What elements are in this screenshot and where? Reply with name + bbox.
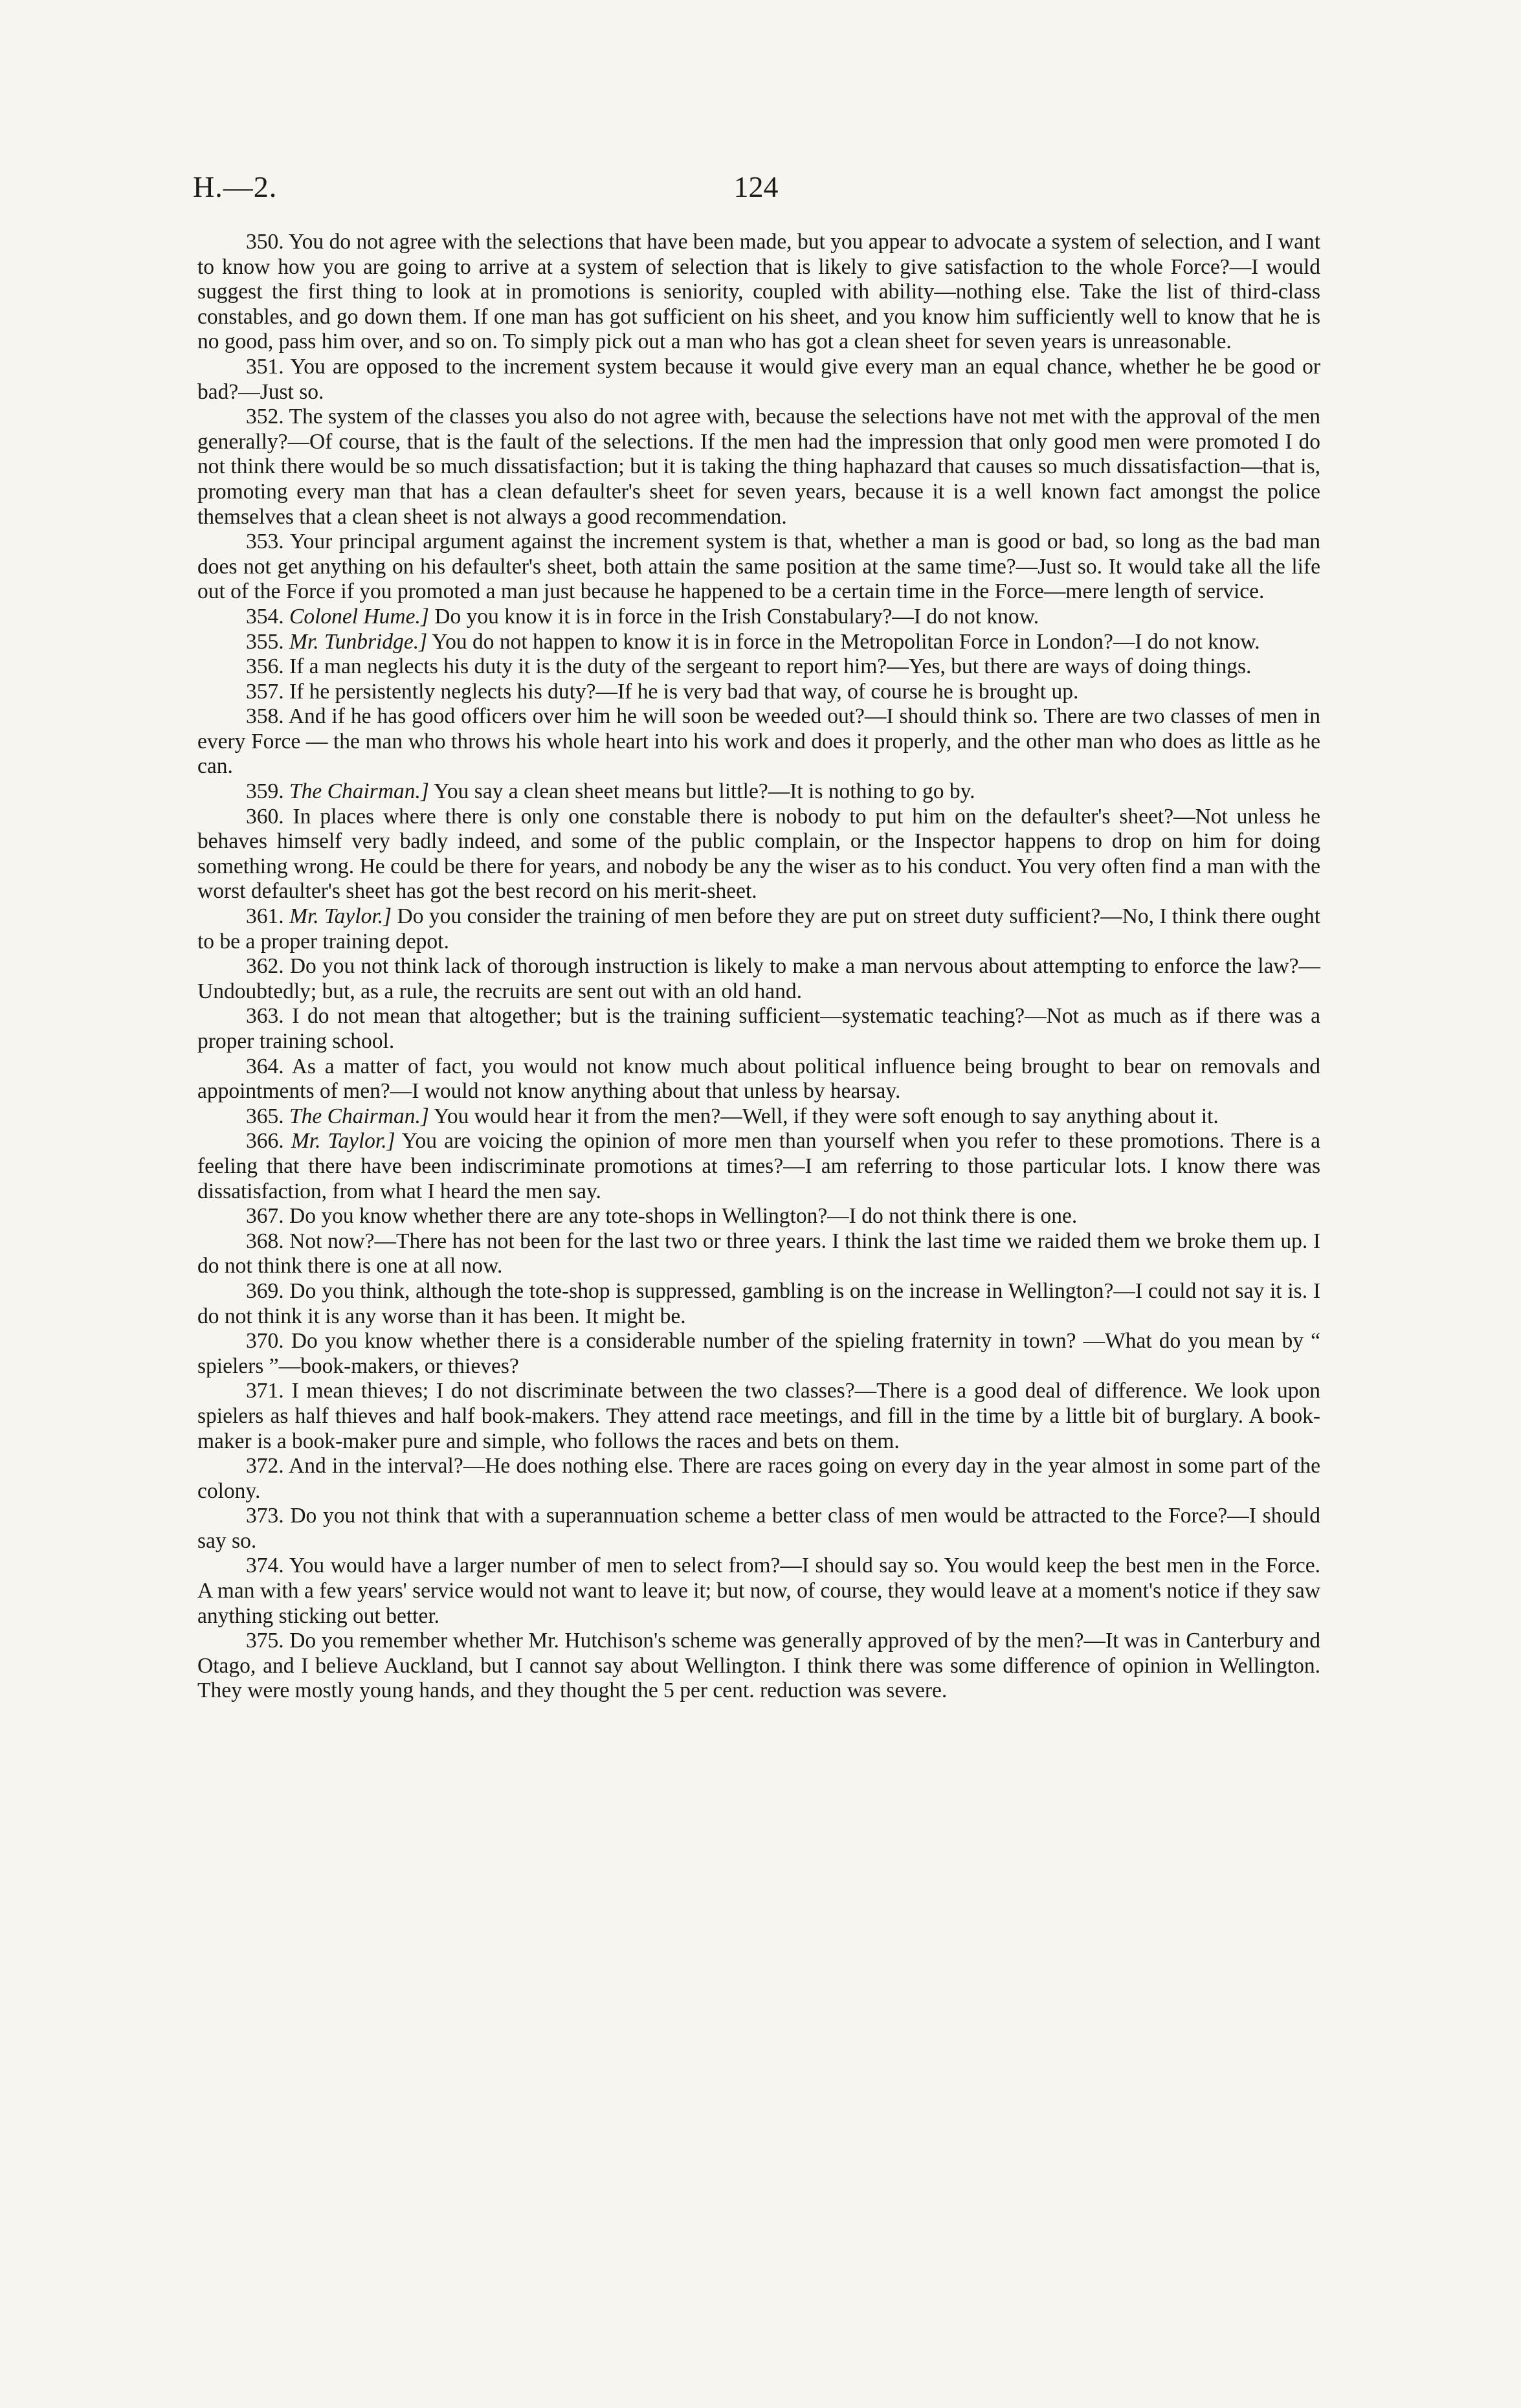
- question-number: 362.: [246, 954, 284, 979]
- paragraph-text: Do you not think lack of thorough instruction is likely to make a man nervous about attempting to enforce the law?—Undoubtedly; but, as a rule, the recruits are sent out with an old hand.: [197, 954, 1320, 1003]
- question-paragraph: [197, 1229, 1320, 1279]
- paragraph-text: You would hear it from the men?—Well, if they were soft enough to say anything about it.: [434, 1104, 1219, 1128]
- question-paragraph: [197, 1504, 1320, 1554]
- question-paragraph: [197, 904, 1320, 954]
- question-paragraph: [197, 1554, 1320, 1629]
- question-paragraph: [197, 1329, 1320, 1379]
- question-paragraph: [197, 779, 1320, 805]
- paragraph-text: Do you know it is in force in the Irish Constabulary?—I do not know.: [434, 604, 1039, 629]
- question-paragraph: [197, 1129, 1320, 1204]
- paragraph-text: The system of the classes you also do not agree with, because the selections have not met with the approval of the men generally?—Of course, that is the fault of the selections. If the men had the impression that only good men were promoted I do not think there would be so much dissatisfaction; but it is taking the thing haphazard that causes so much dissatisfaction—that is, promoting every man that has a clean defaulter's sheet for seven years, because it is a well known fact amongst the police themselves that a clean sheet is not always a good recommendation.: [197, 405, 1320, 529]
- question-paragraph: [197, 805, 1320, 904]
- question-number: 369.: [246, 1278, 284, 1303]
- question-paragraph: [197, 704, 1320, 779]
- page-header: [193, 170, 1319, 215]
- question-number: 372.: [246, 1454, 284, 1478]
- question-paragraph: [197, 1104, 1320, 1130]
- question-number: 374.: [246, 1554, 284, 1578]
- paragraph-text: If a man neglects his duty it is the duty of the sergeant to report him?—Yes, but there are ways of doing things.: [289, 654, 1252, 679]
- paragraph-text: You are voicing the opinion of more men than yourself when you refer to these promotions. There is a feeling that there have been indiscriminate promotions at times?—I am referring to those particular lots. I know there was dissatisfaction, from what I heard the men say.: [197, 1129, 1321, 1203]
- paragraph-text: As a matter of fact, you would not know much about political influence being brought to bear on removals and appointments of men?—I would not know anything about that unless by hearsay.: [197, 1054, 1320, 1104]
- question-number: 353.: [246, 530, 284, 554]
- speaker-name: Mr. Tunbridge.]: [289, 629, 428, 654]
- question-number: 375.: [246, 1629, 284, 1653]
- question-paragraph: [197, 1204, 1320, 1229]
- speaker-name: Mr. Taylor.]: [289, 904, 392, 929]
- question-paragraph: [197, 355, 1320, 405]
- paragraph-text: Do you remember whether Mr. Hutchison's scheme was generally approved of by the men?—It was in Canterbury and Otago, and I believe Auckland, but I cannot say about Wellington. I think there was some difference of opinion in Wellington. They were mostly young hands, and they thought the 5 per cent. reduction was severe.: [197, 1629, 1320, 1703]
- question-number: 373.: [246, 1504, 284, 1528]
- speaker-name: The Chairman.]: [289, 1104, 429, 1128]
- question-paragraph: [197, 1629, 1320, 1704]
- paragraph-text: You are opposed to the increment system because it would give every man an equal chance, whether he be good or bad?—Just so.: [197, 354, 1320, 404]
- question-number: 370.: [246, 1329, 284, 1354]
- question-number: 358.: [246, 704, 284, 729]
- question-number: 368.: [246, 1229, 284, 1253]
- question-number: 366.: [246, 1129, 284, 1154]
- paragraph-text: You do not agree with the selections that have been made, but you appear to advocate a system of selection, and I want to know how you are going to arrive at a system of selection that is likely to give satisfaction to the whole Force?—I would suggest the first thing to look at in promotions is seniority, coupled with ability—nothing else. Take the list of third-class constables, and go down them. If one man has got sufficient on his sheet, and you know him sufficiently well to know that he is no good, pass him over, and so on. To simply pick out a man who has got a clean sheet for seven years is unreasonable.: [197, 230, 1321, 354]
- paragraph-text: If he persistently neglects his duty?—If he is very bad that way, of course he is brought up.: [289, 679, 1079, 704]
- question-number: 361.: [246, 904, 284, 929]
- question-paragraph: [197, 1054, 1320, 1104]
- evidence-body: [197, 230, 1320, 1704]
- question-number: 364.: [246, 1054, 284, 1078]
- question-paragraph: [197, 630, 1320, 655]
- paragraph-text: Do you know whether there are any tote-shops in Wellington?—I do not think there is one.: [289, 1204, 1078, 1229]
- paragraph-text: You say a clean sheet means but little?—It is nothing to go by.: [434, 779, 975, 804]
- speaker-name: Colonel Hume.]: [289, 604, 429, 629]
- question-number: 367.: [246, 1204, 284, 1229]
- question-number: 352.: [246, 405, 284, 429]
- question-paragraph: [197, 1279, 1320, 1329]
- speaker-name: Mr. Taylor.]: [291, 1129, 395, 1154]
- paragraph-text: You do not happen to know it is in force in the Metropolitan Force in London?—I do not know.: [432, 629, 1260, 654]
- paragraph-text: In places where there is only one constable there is nobody to put him on the defaulter's sheet?—Not unless he behaves himself very badly indeed, and some of the public complain, or the Inspector happens to drop on him for doing something wrong. He could be there for years, and nobody be any the wiser as to his conduct. You very often find a man with the worst defaulter's sheet has got the best record on his merit-sheet.: [197, 804, 1320, 904]
- paragraph-text: You would have a larger number of men to select from?—I should say so. You would keep the best men in the Force. A man with a few years' service would not want to leave it; but now, of course, they would leave at a moment's notice if they saw anything sticking out better.: [197, 1554, 1320, 1628]
- question-paragraph: [197, 1379, 1320, 1454]
- question-paragraph: [197, 680, 1320, 705]
- question-number: 357.: [246, 679, 284, 704]
- question-paragraph: [197, 654, 1320, 680]
- question-number: 354.: [246, 604, 284, 629]
- paragraph-text: And in the interval?—He does nothing else. There are races going on every day in the year almost in some part of the colony.: [197, 1454, 1320, 1503]
- question-paragraph: [197, 405, 1320, 530]
- question-number: 365.: [246, 1104, 284, 1128]
- question-number: 363.: [246, 1004, 284, 1029]
- paragraph-text: Not now?—There has not been for the last two or three years. I think the last time we raided them we broke them up. I do not think there is one at all now.: [197, 1229, 1320, 1278]
- page-number: 124: [733, 170, 779, 203]
- question-number: 355.: [246, 629, 284, 654]
- paragraph-text: Do you know whether there is a considerable number of the spieling fraternity in town? —What do you mean by “ spielers ”—book-makers, or thieves?: [197, 1329, 1320, 1378]
- paragraph-text: Do you not think that with a superannuation scheme a better class of men would be attracted to the Force?—I should say so.: [197, 1504, 1320, 1553]
- paragraph-text: Your principal argument against the increment system is that, whether a man is good or bad, so long as the bad man does not get anything on his defaulter's sheet, both attain the same position at the same time?—Just so. It would take all the life out of the Force if you promoted a man just because he happened to be a certain time in the Force—mere length of service.: [197, 530, 1320, 604]
- question-paragraph: [197, 1004, 1320, 1054]
- question-paragraph: [197, 605, 1320, 630]
- speaker-name: The Chairman.]: [289, 779, 429, 804]
- question-paragraph: [197, 530, 1320, 605]
- paragraph-text: Do you consider the training of men before they are put on street duty sufficient?—No, I think there ought to be a proper training depot.: [197, 904, 1321, 953]
- question-number: 371.: [246, 1379, 284, 1403]
- question-number: 356.: [246, 654, 284, 679]
- document-reference: H.—2.: [193, 170, 278, 203]
- question-number: 351.: [246, 354, 284, 379]
- question-number: 350.: [246, 230, 284, 254]
- question-paragraph: [197, 230, 1320, 355]
- paragraph-text: I do not mean that altogether; but is the training sufficient—systematic teaching?—Not as much as if there was a proper training school.: [197, 1004, 1321, 1053]
- paragraph-text: I mean thieves; I do not discriminate between the two classes?—There is a good deal of difference. We look upon spielers as half thieves and half book-makers. They attend race meetings, and fill in the time by a little bit of burglary. A book-maker is a book-maker pure and simple, who follows the races and bets on them.: [197, 1379, 1321, 1453]
- question-paragraph: [197, 1454, 1320, 1504]
- question-paragraph: [197, 954, 1320, 1004]
- question-number: 360.: [246, 804, 284, 829]
- paragraph-text: Do you think, although the tote-shop is suppressed, gambling is on the increase in Wellington?—I could not say it is. I do not think it is any worse than it has been. It might be.: [197, 1278, 1321, 1328]
- question-number: 359.: [246, 779, 284, 804]
- paragraph-text: And if he has good officers over him he will soon be weeded out?—I should think so. There are two classes of men in every Force — the man who throws his whole heart into his work and does it properly, and the other man who does as little as he can.: [197, 704, 1321, 779]
